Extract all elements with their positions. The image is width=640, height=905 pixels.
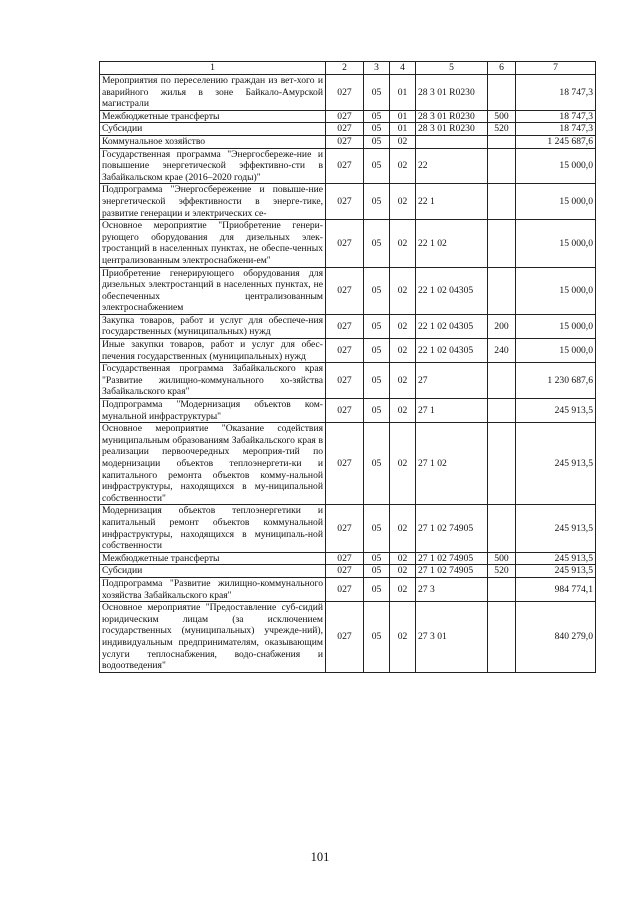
table-row bbox=[100, 363, 596, 399]
item-name-cell: Подпрограмма "Развитие жилищно-коммунального хозяйства Забайкальского края" bbox=[100, 577, 326, 601]
expense-type-cell: 500 bbox=[488, 110, 516, 123]
admin-code-cell: 027 bbox=[326, 505, 364, 552]
target-article-cell: 27 1 02 74905 bbox=[416, 505, 488, 552]
section-cell: 05 bbox=[364, 552, 390, 565]
item-name-cell: Основное мероприятие "Оказание содействия муниципальным образованиям Забайкальского края в реализации первоочередных мероприя-тий по модернизации объектов теплоэнергети-ки и капитального ремонта объектов комму-нальной инфраструктуры, находящихся в му-ниципальной собственности" bbox=[100, 423, 326, 505]
section-cell: 05 bbox=[364, 123, 390, 136]
expense-type-cell bbox=[488, 267, 516, 314]
expense-type-cell: 520 bbox=[488, 565, 516, 578]
target-article-cell: 28 3 01 R0230 bbox=[416, 110, 488, 123]
expense-type-cell bbox=[488, 135, 516, 148]
column-header: 4 bbox=[390, 62, 416, 75]
table-body bbox=[100, 75, 596, 673]
column-header: 5 bbox=[416, 62, 488, 75]
expense-type-cell bbox=[488, 505, 516, 552]
section-cell: 05 bbox=[364, 267, 390, 314]
subsection-cell: 02 bbox=[390, 148, 416, 184]
subsection-cell: 02 bbox=[390, 505, 416, 552]
target-article-cell: 27 1 02 74905 bbox=[416, 552, 488, 565]
table-row bbox=[100, 399, 596, 423]
section-cell: 05 bbox=[364, 565, 390, 578]
section-cell: 05 bbox=[364, 577, 390, 601]
admin-code-cell: 027 bbox=[326, 363, 364, 399]
item-name-cell: Основное мероприятие "Предоставление суб-сидий юридическим лицам (за исключением государственных (муниципальных) учрежде-ний), индивидуальным предпринимателям, оказывающим услуги теплоснабжения, водо-снабжения и водоотведения" bbox=[100, 602, 326, 673]
target-article-cell bbox=[416, 135, 488, 148]
table-row bbox=[100, 314, 596, 338]
table-row bbox=[100, 565, 596, 578]
expense-type-cell bbox=[488, 399, 516, 423]
amount-cell: 15 000,0 bbox=[516, 220, 596, 267]
section-cell: 05 bbox=[364, 148, 390, 184]
item-name-cell: Межбюджетные трансферты bbox=[100, 552, 326, 565]
item-name-cell: Подпрограмма "Модернизация объектов ком-мунальной инфраструктуры" bbox=[100, 399, 326, 423]
subsection-cell: 02 bbox=[390, 552, 416, 565]
item-name-cell: Основное мероприятие "Приобретение генери-рующего оборудования для дизельных элек-тростанций в населенных пунктах, не обеспе-ченных централизованным электроснабжени-ем" bbox=[100, 220, 326, 267]
item-name-cell: Государственная программа Забайкальского края "Развитие жилищно-коммунального хо-зяйства Забайкальского края" bbox=[100, 363, 326, 399]
target-article-cell: 27 3 bbox=[416, 577, 488, 601]
target-article-cell: 22 1 02 04305 bbox=[416, 314, 488, 338]
section-cell: 05 bbox=[364, 363, 390, 399]
item-name-cell: Закупка товаров, работ и услуг для обеспече-ния государственных (муниципальных) нужд bbox=[100, 314, 326, 338]
section-cell: 05 bbox=[364, 75, 390, 111]
section-cell: 05 bbox=[364, 399, 390, 423]
column-header: 2 bbox=[326, 62, 364, 75]
page-number: 101 bbox=[310, 850, 330, 864]
item-name-cell: Приобретение генерирующего оборудования для дизельных электростанций в населенных пунктах, не обеспеченных централизованным электроснабжением bbox=[100, 267, 326, 314]
target-article-cell: 22 1 bbox=[416, 184, 488, 220]
admin-code-cell: 027 bbox=[326, 565, 364, 578]
section-cell: 05 bbox=[364, 184, 390, 220]
amount-cell: 15 000,0 bbox=[516, 339, 596, 363]
table-row bbox=[100, 339, 596, 363]
subsection-cell: 02 bbox=[390, 339, 416, 363]
column-header: 1 bbox=[100, 62, 326, 75]
admin-code-cell: 027 bbox=[326, 339, 364, 363]
expense-type-cell bbox=[488, 602, 516, 673]
table-row bbox=[100, 602, 596, 673]
section-cell: 05 bbox=[364, 602, 390, 673]
amount-cell: 18 747,3 bbox=[516, 75, 596, 111]
admin-code-cell: 027 bbox=[326, 110, 364, 123]
column-header: 6 bbox=[488, 62, 516, 75]
amount-cell: 15 000,0 bbox=[516, 184, 596, 220]
section-cell: 05 bbox=[364, 110, 390, 123]
admin-code-cell: 027 bbox=[326, 577, 364, 601]
table-row bbox=[100, 423, 596, 505]
target-article-cell: 22 1 02 04305 bbox=[416, 267, 488, 314]
table-row bbox=[100, 577, 596, 601]
table-row bbox=[100, 267, 596, 314]
amount-cell: 15 000,0 bbox=[516, 314, 596, 338]
target-article-cell: 27 bbox=[416, 363, 488, 399]
target-article-cell: 28 3 01 R0230 bbox=[416, 123, 488, 136]
section-cell: 05 bbox=[364, 220, 390, 267]
expense-type-cell: 200 bbox=[488, 314, 516, 338]
admin-code-cell: 027 bbox=[326, 123, 364, 136]
target-article-cell: 22 1 02 04305 bbox=[416, 339, 488, 363]
expense-type-cell bbox=[488, 75, 516, 111]
item-name-cell: Коммунальное хозяйство bbox=[100, 135, 326, 148]
amount-cell: 840 279,0 bbox=[516, 602, 596, 673]
target-article-cell: 27 1 bbox=[416, 399, 488, 423]
section-cell: 05 bbox=[364, 423, 390, 505]
subsection-cell: 01 bbox=[390, 110, 416, 123]
amount-cell: 1 245 687,6 bbox=[516, 135, 596, 148]
table-row bbox=[100, 123, 596, 136]
target-article-cell: 22 1 02 bbox=[416, 220, 488, 267]
subsection-cell: 02 bbox=[390, 220, 416, 267]
item-name-cell: Иные закупки товаров, работ и услуг для обес-печения государственных (муниципальных) нужд bbox=[100, 339, 326, 363]
admin-code-cell: 027 bbox=[326, 314, 364, 338]
item-name-cell: Мероприятия по переселению граждан из вет-хого и аварийного жилья в зоне Байкало-Амурской магистрали bbox=[100, 75, 326, 111]
subsection-cell: 02 bbox=[390, 267, 416, 314]
subsection-cell: 01 bbox=[390, 123, 416, 136]
table-row bbox=[100, 220, 596, 267]
item-name-cell: Межбюджетные трансферты bbox=[100, 110, 326, 123]
target-article-cell: 27 1 02 bbox=[416, 423, 488, 505]
item-name-cell: Субсидии bbox=[100, 123, 326, 136]
table-row bbox=[100, 505, 596, 552]
admin-code-cell: 027 bbox=[326, 220, 364, 267]
expense-type-cell bbox=[488, 577, 516, 601]
section-cell: 05 bbox=[364, 314, 390, 338]
subsection-cell: 02 bbox=[390, 423, 416, 505]
admin-code-cell: 027 bbox=[326, 75, 364, 111]
section-cell: 05 bbox=[364, 505, 390, 552]
expense-type-cell bbox=[488, 148, 516, 184]
table-row bbox=[100, 148, 596, 184]
admin-code-cell: 027 bbox=[326, 552, 364, 565]
amount-cell: 15 000,0 bbox=[516, 148, 596, 184]
admin-code-cell: 027 bbox=[326, 148, 364, 184]
subsection-cell: 01 bbox=[390, 75, 416, 111]
subsection-cell: 02 bbox=[390, 399, 416, 423]
column-header: 3 bbox=[364, 62, 390, 75]
table-row bbox=[100, 552, 596, 565]
amount-cell: 245 913,5 bbox=[516, 423, 596, 505]
amount-cell: 245 913,5 bbox=[516, 505, 596, 552]
subsection-cell: 02 bbox=[390, 135, 416, 148]
expense-type-cell bbox=[488, 423, 516, 505]
budget-table bbox=[99, 61, 596, 673]
amount-cell: 18 747,3 bbox=[516, 110, 596, 123]
section-cell: 05 bbox=[364, 135, 390, 148]
amount-cell: 245 913,5 bbox=[516, 552, 596, 565]
subsection-cell: 02 bbox=[390, 184, 416, 220]
item-name-cell: Подпрограмма "Энергосбережение и повыше-ние энергетической эффективности в энерге-тике, развитие генерации и электрических се- bbox=[100, 184, 326, 220]
amount-cell: 245 913,5 bbox=[516, 565, 596, 578]
expense-type-cell: 520 bbox=[488, 123, 516, 136]
expense-type-cell bbox=[488, 363, 516, 399]
table-row bbox=[100, 110, 596, 123]
section-cell: 05 bbox=[364, 339, 390, 363]
subsection-cell: 02 bbox=[390, 602, 416, 673]
item-name-cell: Государственная программа "Энергосбереже-ние и повышение энергетической эффективно-сти в Забайкальском крае (2016–2020 годы)" bbox=[100, 148, 326, 184]
amount-cell: 245 913,5 bbox=[516, 399, 596, 423]
target-article-cell: 27 3 01 bbox=[416, 602, 488, 673]
amount-cell: 18 747,3 bbox=[516, 123, 596, 136]
subsection-cell: 02 bbox=[390, 565, 416, 578]
expense-type-cell: 240 bbox=[488, 339, 516, 363]
item-name-cell: Модернизация объектов теплоэнергетики и капитальный ремонт объектов коммунальной инфраструктуры, находящихся в муниципаль-ной собственности bbox=[100, 505, 326, 552]
admin-code-cell: 027 bbox=[326, 423, 364, 505]
target-article-cell: 22 bbox=[416, 148, 488, 184]
expense-type-cell bbox=[488, 220, 516, 267]
table-row bbox=[100, 184, 596, 220]
admin-code-cell: 027 bbox=[326, 399, 364, 423]
header-row bbox=[100, 62, 596, 75]
expense-type-cell bbox=[488, 184, 516, 220]
amount-cell: 15 000,0 bbox=[516, 267, 596, 314]
amount-cell: 984 774,1 bbox=[516, 577, 596, 601]
subsection-cell: 02 bbox=[390, 314, 416, 338]
item-name-cell: Субсидии bbox=[100, 565, 326, 578]
admin-code-cell: 027 bbox=[326, 267, 364, 314]
admin-code-cell: 027 bbox=[326, 602, 364, 673]
target-article-cell: 27 1 02 74905 bbox=[416, 565, 488, 578]
amount-cell: 1 230 687,6 bbox=[516, 363, 596, 399]
subsection-cell: 02 bbox=[390, 363, 416, 399]
subsection-cell: 02 bbox=[390, 577, 416, 601]
expense-type-cell: 500 bbox=[488, 552, 516, 565]
column-header: 7 bbox=[516, 62, 596, 75]
target-article-cell: 28 3 01 R0230 bbox=[416, 75, 488, 111]
table-row bbox=[100, 135, 596, 148]
admin-code-cell: 027 bbox=[326, 135, 364, 148]
table-row bbox=[100, 75, 596, 111]
admin-code-cell: 027 bbox=[326, 184, 364, 220]
